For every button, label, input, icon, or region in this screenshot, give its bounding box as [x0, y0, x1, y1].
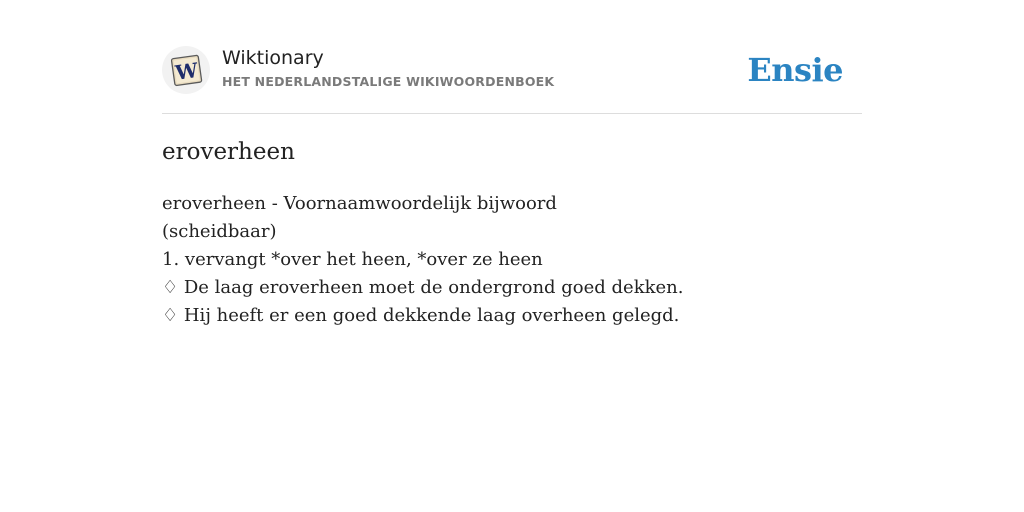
site-subtitle: HET NEDERLANDSTALIGE WIKIWOORDENBOEK [222, 74, 555, 89]
example-line: ♢ Hij heeft er een goed dekkende laag overheen gelegd. [162, 305, 680, 326]
entry-line: eroverheen - Voornaamwoordelijk bijwoord [162, 193, 557, 214]
page [162, 0, 862, 512]
site-header [162, 46, 862, 96]
ensie-brand-link[interactable]: Ensie [747, 51, 843, 89]
entry-line: 1. vervangt *over het heen, *over ze heen [162, 249, 543, 270]
entry-line: (scheidbaar) [162, 221, 277, 242]
wiktionary-logo-icon[interactable] [162, 46, 210, 94]
logo-letter: W [173, 57, 200, 85]
example-line: ♢ De laag eroverheen moet de ondergrond goed dekken. [162, 277, 684, 298]
site-title[interactable]: Wiktionary [222, 47, 324, 69]
entry-headword: eroverheen [162, 139, 295, 165]
entry-definition [162, 190, 862, 330]
header-divider [162, 113, 862, 114]
